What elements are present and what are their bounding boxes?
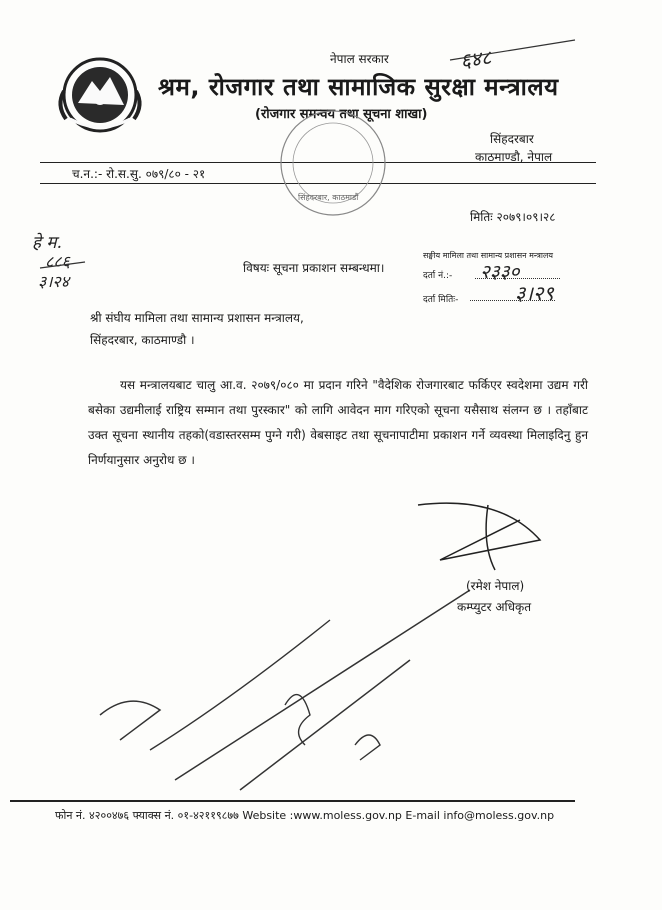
signatory-name: (रमेश नेपाल) bbox=[466, 579, 525, 593]
letter-date: मितिः २०७९।०९।२८ bbox=[470, 210, 556, 224]
darta-label: दर्ता नं.:- bbox=[423, 271, 453, 281]
received-office: सङ्घीय मामिला तथा सामान्य प्रशासन मन्त्रालय bbox=[423, 251, 554, 260]
handwritten-left-num1: ८८६ bbox=[45, 252, 70, 271]
address-line-2: काठमाण्डौ, नेपाल bbox=[475, 150, 553, 164]
ministry-title: श्रम, रोजगार तथा सामाजिक सुरक्षा मन्त्रालय bbox=[158, 73, 559, 101]
handwritten-top-right: ६४८ bbox=[458, 44, 493, 74]
letter-body: यस मन्त्रालयबाट चालु आ.व. २०७९/०८० मा प्रदान गरिने "वैदेशिक रोजगारबाट फर्किएर स्वदेशमा उद्यम गरी बसेका उद्यमीलाई राष्ट्रिय सम्मान तथा पुरस्कार" को लागि आवेदन माग गरिएको सूचना यसैसाथ संलग्न छ । तहाँबाट उक्त सूचना स्थानीय तहको(वडास्तरसम्म पुग्ने गरी) वेबसाइट तथा सूचनापाटीमा प्रकाशन गर्ने व्यवस्था मिलाइदिनु हुन निर्णयानुसार अनुरोध छ । bbox=[88, 378, 588, 467]
handwritten-left-num2: ३।२४ bbox=[38, 272, 70, 291]
government-label: नेपाल सरकार bbox=[330, 52, 389, 66]
footer-rule bbox=[10, 800, 575, 802]
darta-date-label: दर्ता मितिः- bbox=[423, 295, 459, 305]
address-line-1: सिंहदरबार bbox=[490, 132, 534, 146]
subject-line: विषयः सूचना प्रकाशन सम्बन्धमा। bbox=[243, 261, 385, 275]
darta-date: ३।२९ bbox=[515, 281, 554, 305]
darta-number: २३३० bbox=[480, 261, 520, 283]
signatory-designation: कम्प्युटर अधिकृत bbox=[457, 600, 532, 614]
branch-title: (रोजगार समन्वय तथा सूचना शाखा) bbox=[255, 107, 428, 122]
footer-contact: फोन नं. ४२००४७६ फ्याक्स नं. ०१-४२११९८७७ Website :www.moless.gov.np E-mail info@moless.gov.np bbox=[55, 809, 555, 822]
recipient-line-1: श्री संघीय मामिला तथा सामान्य प्रशासन मन्त्रालय, bbox=[90, 311, 304, 325]
seal-text: सिंहदरबार, काठमाडौं bbox=[298, 193, 359, 202]
reference-number: च.न.:- रो.स.सु. ०७९/८० - २१ bbox=[72, 167, 206, 181]
handwritten-left-note: हे म. bbox=[32, 233, 63, 253]
recipient-line-2: सिंहदरबार, काठमाण्डौ । bbox=[90, 333, 195, 347]
